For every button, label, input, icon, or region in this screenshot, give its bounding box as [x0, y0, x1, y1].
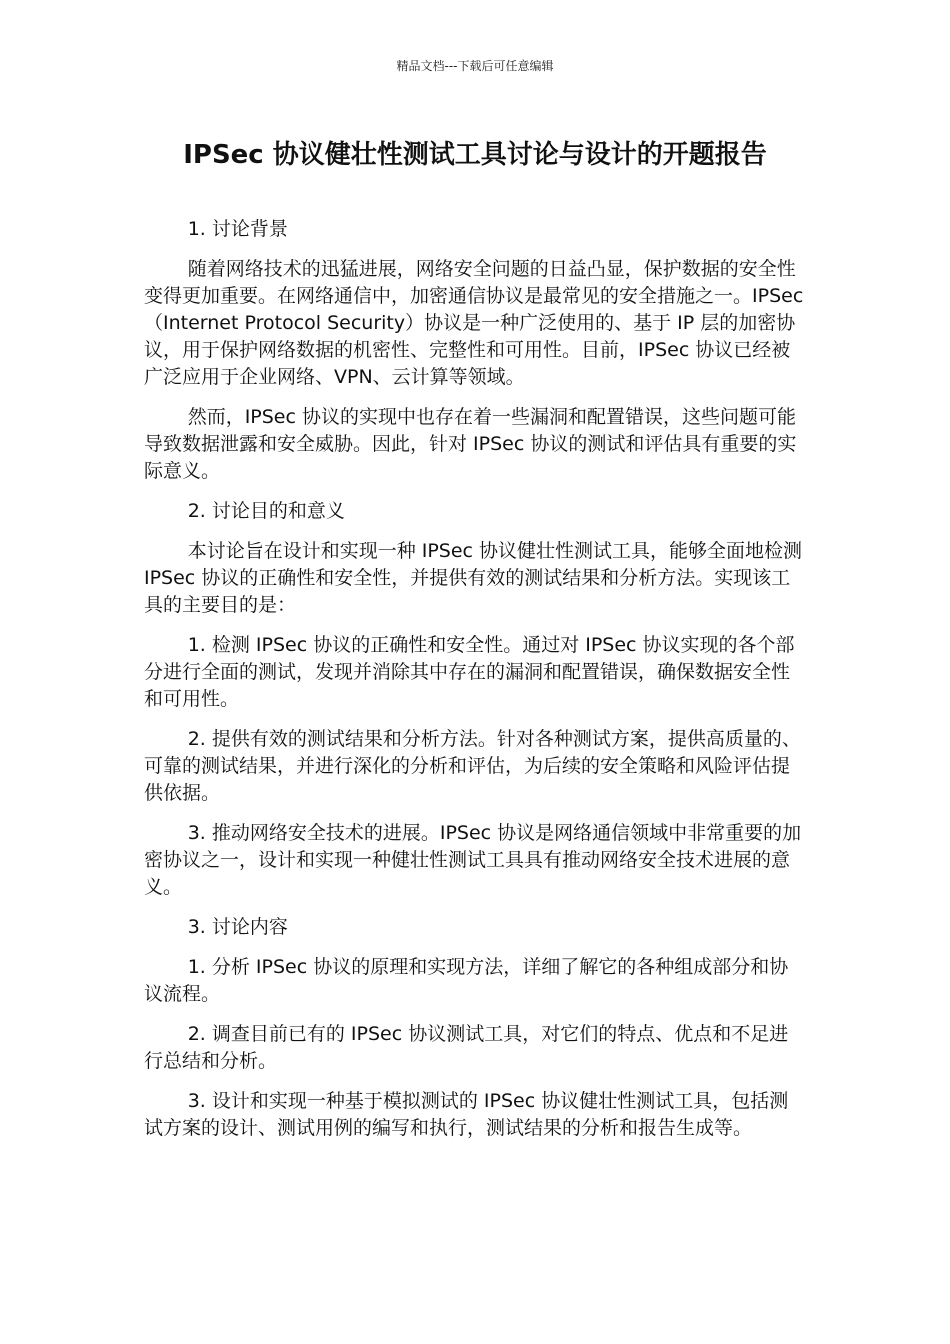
document-title: IPSec 协议健壮性测试工具讨论与设计的开题报告	[183, 140, 767, 170]
section-purpose	[144, 498, 806, 901]
header-note: 精品文档---下载后可任意编辑	[396, 59, 554, 73]
list-paragraph: 1. 分析 IPSec 协议的原理和实现方法，详细了解它的各种组成部分和协议流程。	[144, 956, 789, 1005]
paragraph: 随着网络技术的迅猛进展，网络安全问题的日益凸显，保护数据的安全性变得更加重要。在网络通信中，加密通信协议是最常见的安全措施之一。IPSec（Internet Protocol Security）协议是一种广泛使用的、基于 IP 层的加密协议，用于保护网络数据的机密性、完整性和可用性。目前，IPSec 协议已经被广泛应用于企业网络、VPN、云计算等领域。	[144, 258, 804, 388]
section-heading: 3. 讨论内容	[187, 916, 288, 938]
document-body	[144, 216, 806, 1155]
section-heading: 2. 讨论目的和意义	[187, 500, 345, 522]
paragraph: 然而，IPSec 协议的实现中也存在着一些漏洞和配置错误，这些问题可能导致数据泄露和安全威胁。因此，针对 IPSec 协议的测试和评估具有重要的实际意义。	[144, 406, 797, 482]
section-heading: 1. 讨论背景	[187, 218, 288, 240]
section-content	[144, 914, 806, 1142]
list-paragraph: 1. 检测 IPSec 协议的正确性和安全性。通过对 IPSec 协议实现的各个部分进行全面的测试，发现并消除其中存在的漏洞和配置错误，确保数据安全性和可用性。	[144, 634, 795, 710]
list-paragraph: 3. 设计和实现一种基于模拟测试的 IPSec 协议健壮性测试工具，包括测试方案的设计、测试用例的编写和执行，测试结果的分析和报告生成等。	[144, 1090, 789, 1139]
section-background	[144, 216, 806, 485]
list-paragraph: 2. 提供有效的测试结果和分析方法。针对各种测试方案，提供高质量的、可靠的测试结果，并进行深化的分析和评估，为后续的安全策略和风险评估提供依据。	[144, 728, 801, 804]
list-paragraph: 3. 推动网络安全技术的进展。IPSec 协议是网络通信领域中非常重要的加密协议之一，设计和实现一种健壮性测试工具具有推动网络安全技术进展的意义。	[144, 822, 802, 898]
paragraph: 本讨论旨在设计和实现一种 IPSec 协议健壮性测试工具，能够全面地检测 IPSec 协议的正确性和安全性，并提供有效的测试结果和分析方法。实现该工具的主要目的是：	[144, 540, 803, 616]
list-paragraph: 2. 调查目前已有的 IPSec 协议测试工具，对它们的特点、优点和不足进行总结和分析。	[144, 1023, 789, 1072]
